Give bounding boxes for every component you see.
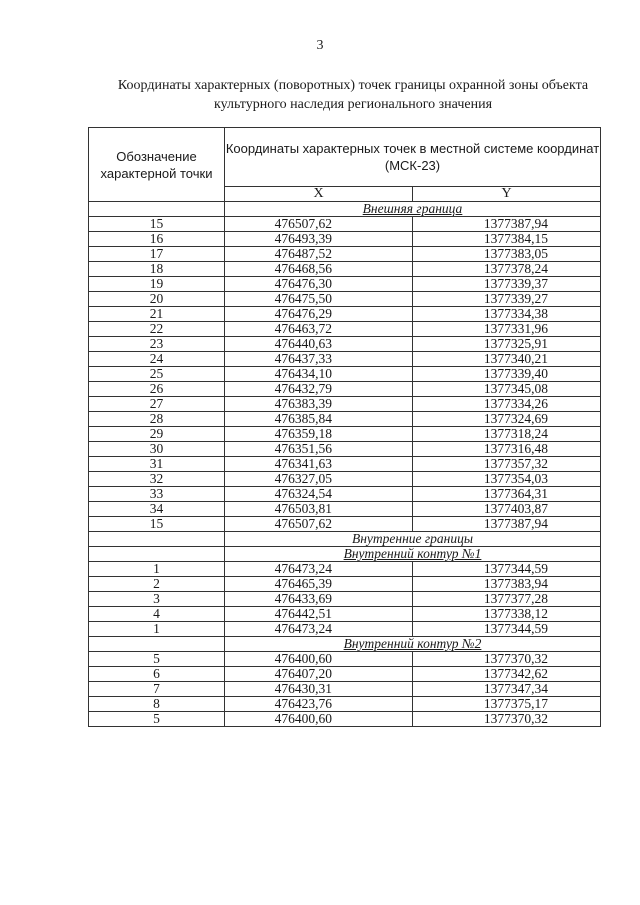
y-coordinate-cell: 1377375,17 (413, 697, 601, 712)
point-cell: 32 (89, 472, 225, 487)
x-coordinate-cell: 476487,52 (225, 247, 413, 262)
table-row (89, 427, 601, 442)
x-coordinate-cell: 476385,84 (225, 412, 413, 427)
table-row (89, 442, 601, 457)
point-cell: 5 (89, 652, 225, 667)
x-coordinate-cell: 476433,69 (225, 592, 413, 607)
y-coordinate-cell: 1377342,62 (413, 667, 601, 682)
table-row (89, 322, 601, 337)
table-row (89, 682, 601, 697)
table-row (89, 232, 601, 247)
section-row (89, 202, 601, 217)
x-coordinate-cell: 476473,24 (225, 622, 413, 637)
y-coordinate-cell: 1377344,59 (413, 622, 601, 637)
point-cell: 25 (89, 367, 225, 382)
y-coordinate-cell: 1377370,32 (413, 712, 601, 727)
header-point-designation: Обозначение характерной точки (89, 128, 225, 202)
point-cell: 30 (89, 442, 225, 457)
section-title-cell (225, 532, 601, 547)
x-coordinate-cell: 476468,56 (225, 262, 413, 277)
table-row (89, 652, 601, 667)
table-row (89, 337, 601, 352)
table-row (89, 397, 601, 412)
y-coordinate-cell: 1377324,69 (413, 412, 601, 427)
point-cell: 20 (89, 292, 225, 307)
x-coordinate-cell: 476507,62 (225, 217, 413, 232)
table-row (89, 412, 601, 427)
x-coordinate-cell: 476341,63 (225, 457, 413, 472)
point-cell: 19 (89, 277, 225, 292)
x-coordinate-cell: 476407,20 (225, 667, 413, 682)
section-title-cell (225, 202, 601, 217)
point-cell: 8 (89, 697, 225, 712)
y-coordinate-cell: 1377377,28 (413, 592, 601, 607)
x-coordinate-cell: 476493,39 (225, 232, 413, 247)
table-row (89, 247, 601, 262)
table-row (89, 277, 601, 292)
table-row (89, 562, 601, 577)
table-row (89, 352, 601, 367)
point-cell: 3 (89, 592, 225, 607)
x-coordinate-cell: 476476,30 (225, 277, 413, 292)
table-row (89, 607, 601, 622)
x-coordinate-cell: 476440,63 (225, 337, 413, 352)
x-coordinate-cell: 476324,54 (225, 487, 413, 502)
x-coordinate-cell: 476400,60 (225, 652, 413, 667)
table-row (89, 697, 601, 712)
point-cell: 28 (89, 412, 225, 427)
x-coordinate-cell: 476423,76 (225, 697, 413, 712)
section-title: Внешняя граница (362, 201, 463, 216)
header-y: Y (413, 187, 601, 202)
x-coordinate-cell: 476383,39 (225, 397, 413, 412)
section-title: Внутренний контур №1 (343, 546, 482, 561)
y-coordinate-cell: 1377370,32 (413, 652, 601, 667)
header-coordinates: Координаты характерных точек в местной системе координат (МСК-23) (225, 128, 601, 187)
x-coordinate-cell: 476475,50 (225, 292, 413, 307)
y-coordinate-cell: 1377378,24 (413, 262, 601, 277)
x-coordinate-cell: 476465,39 (225, 577, 413, 592)
x-coordinate-cell: 476507,62 (225, 517, 413, 532)
x-coordinate-cell: 476430,31 (225, 682, 413, 697)
section-title: Внутренние границы (351, 531, 474, 546)
header-x: X (225, 187, 413, 202)
y-coordinate-cell: 1377334,38 (413, 307, 601, 322)
y-coordinate-cell: 1377339,40 (413, 367, 601, 382)
table-row (89, 517, 601, 532)
y-coordinate-cell: 1377334,26 (413, 397, 601, 412)
point-cell: 23 (89, 337, 225, 352)
table-row (89, 592, 601, 607)
x-coordinate-cell: 476437,33 (225, 352, 413, 367)
x-coordinate-cell: 476442,51 (225, 607, 413, 622)
point-cell: 31 (89, 457, 225, 472)
x-coordinate-cell: 476351,56 (225, 442, 413, 457)
section-empty-cell (89, 532, 225, 547)
point-cell: 1 (89, 562, 225, 577)
point-cell: 17 (89, 247, 225, 262)
y-coordinate-cell: 1377357,32 (413, 457, 601, 472)
y-coordinate-cell: 1377403,87 (413, 502, 601, 517)
y-coordinate-cell: 1377345,08 (413, 382, 601, 397)
y-coordinate-cell: 1377339,37 (413, 277, 601, 292)
table-row (89, 487, 601, 502)
point-cell: 1 (89, 622, 225, 637)
point-cell: 34 (89, 502, 225, 517)
y-coordinate-cell: 1377364,31 (413, 487, 601, 502)
y-coordinate-cell: 1377318,24 (413, 427, 601, 442)
y-coordinate-cell: 1377316,48 (413, 442, 601, 457)
table-row (89, 262, 601, 277)
document-title: Координаты характерных (поворотных) точек границы охранной зоны объекта культурного наследия регионального значения (117, 78, 589, 112)
y-coordinate-cell: 1377354,03 (413, 472, 601, 487)
point-cell: 2 (89, 577, 225, 592)
section-title-cell (225, 547, 601, 562)
point-cell: 21 (89, 307, 225, 322)
x-coordinate-cell: 476463,72 (225, 322, 413, 337)
point-cell: 24 (89, 352, 225, 367)
x-coordinate-cell: 476400,60 (225, 712, 413, 727)
y-coordinate-cell: 1377344,59 (413, 562, 601, 577)
table-row (89, 307, 601, 322)
table-row (89, 217, 601, 232)
y-coordinate-cell: 1377384,15 (413, 232, 601, 247)
section-empty-cell (89, 637, 225, 652)
table-body (89, 202, 601, 727)
y-coordinate-cell: 1377325,91 (413, 337, 601, 352)
section-empty-cell (89, 547, 225, 562)
section-title-cell (225, 637, 601, 652)
section-row (89, 532, 601, 547)
x-coordinate-cell: 476327,05 (225, 472, 413, 487)
y-coordinate-cell: 1377331,96 (413, 322, 601, 337)
point-cell: 26 (89, 382, 225, 397)
point-cell: 33 (89, 487, 225, 502)
table-row (89, 667, 601, 682)
y-coordinate-cell: 1377347,34 (413, 682, 601, 697)
table-row (89, 382, 601, 397)
y-coordinate-cell: 1377338,12 (413, 607, 601, 622)
point-cell: 5 (89, 712, 225, 727)
table-row (89, 457, 601, 472)
section-title: Внутренний контур №2 (343, 636, 482, 651)
point-cell: 18 (89, 262, 225, 277)
point-cell: 22 (89, 322, 225, 337)
table-row (89, 502, 601, 517)
x-coordinate-cell: 476476,29 (225, 307, 413, 322)
table-row (89, 622, 601, 637)
point-cell: 4 (89, 607, 225, 622)
table-row (89, 292, 601, 307)
point-cell: 15 (89, 517, 225, 532)
x-coordinate-cell: 476359,18 (225, 427, 413, 442)
y-coordinate-cell: 1377383,94 (413, 577, 601, 592)
coordinates-table (88, 127, 601, 727)
table-row (89, 577, 601, 592)
table-row (89, 472, 601, 487)
section-empty-cell (89, 202, 225, 217)
table-row (89, 367, 601, 382)
y-coordinate-cell: 1377383,05 (413, 247, 601, 262)
section-row (89, 547, 601, 562)
y-coordinate-cell: 1377387,94 (413, 517, 601, 532)
section-row (89, 637, 601, 652)
point-cell: 6 (89, 667, 225, 682)
y-coordinate-cell: 1377340,21 (413, 352, 601, 367)
x-coordinate-cell: 476503,81 (225, 502, 413, 517)
point-cell: 16 (89, 232, 225, 247)
point-cell: 7 (89, 682, 225, 697)
x-coordinate-cell: 476473,24 (225, 562, 413, 577)
point-cell: 29 (89, 427, 225, 442)
table-row (89, 712, 601, 727)
x-coordinate-cell: 476434,10 (225, 367, 413, 382)
y-coordinate-cell: 1377339,27 (413, 292, 601, 307)
y-coordinate-cell: 1377387,94 (413, 217, 601, 232)
point-cell: 15 (89, 217, 225, 232)
point-cell: 27 (89, 397, 225, 412)
page-number: 3 (316, 38, 324, 53)
x-coordinate-cell: 476432,79 (225, 382, 413, 397)
